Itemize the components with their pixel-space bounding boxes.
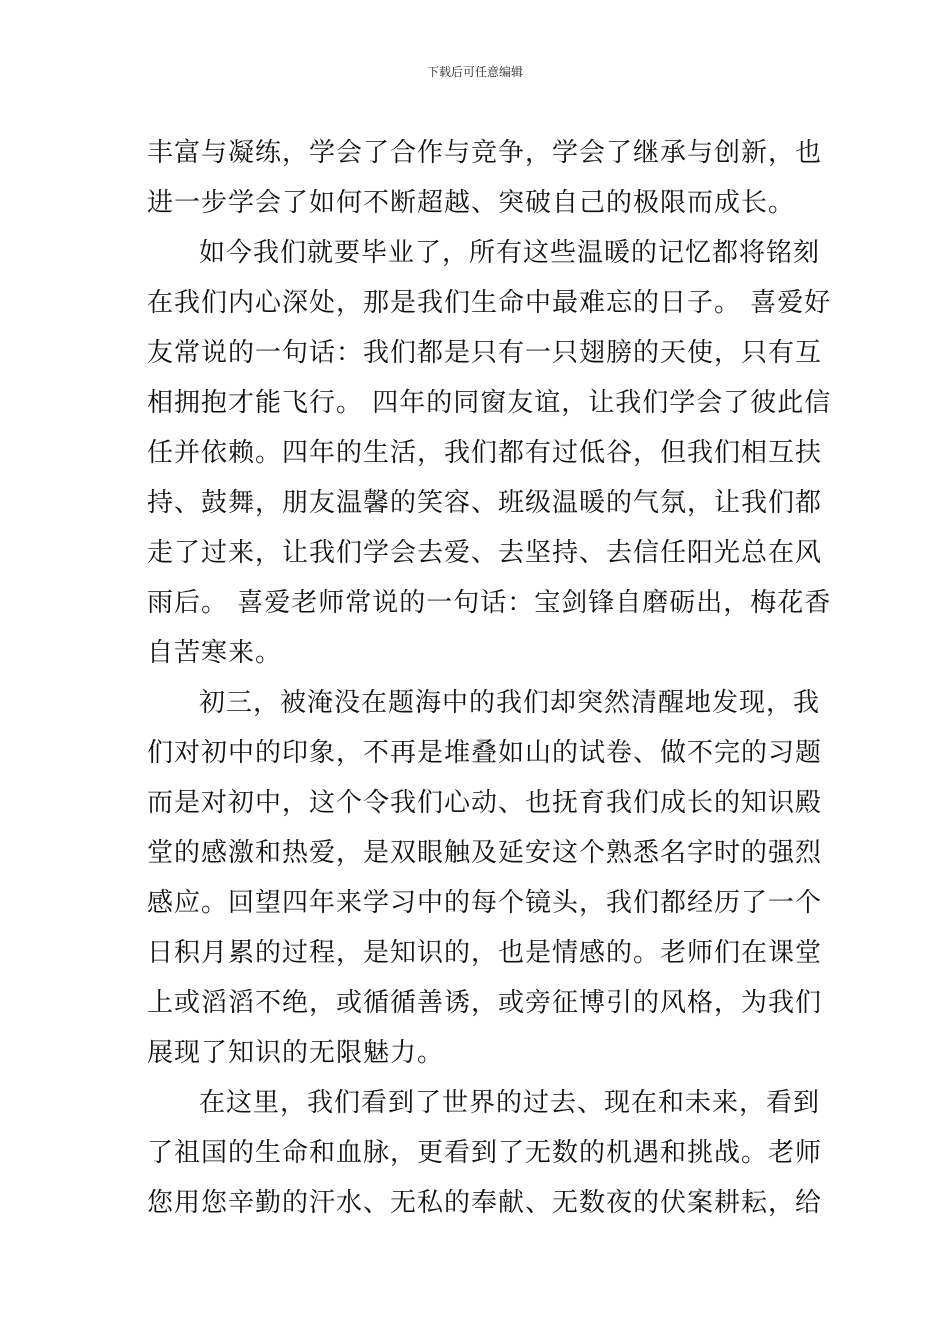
- body-text: [147, 128, 832, 1228]
- text-line: 丰富与凝练，学会了合作与竞争，学会了继承与创新，也: [147, 138, 823, 168]
- text-line: 堂的感激和热爱，是双眼触及延安这个熟悉名字时的强烈: [147, 838, 823, 868]
- text-line: 相拥抱才能飞行。 四年的同窗友谊，让我们学会了彼此信: [147, 388, 832, 418]
- text-line: 持、鼓舞，朋友温馨的笑容、班级温暖的气氛，让我们都: [147, 488, 823, 518]
- text-line: 走了过来，让我们学会去爱、去坚持、去信任阳光总在风: [147, 538, 823, 568]
- text-line: 了祖国的生命和血脉，更看到了无数的机遇和挑战。老师: [147, 1138, 823, 1168]
- page-header: 下载后可任意编辑: [426, 65, 523, 79]
- text-line: 在我们内心深处，那是我们生命中最难忘的日子。 喜爱好: [147, 288, 832, 318]
- text-line: 如今我们就要毕业了，所有这些温暖的记忆都将铭刻: [199, 238, 821, 268]
- text-line: 雨后。 喜爱老师常说的一句话：宝剑锋自磨砺出，梅花香: [147, 588, 832, 618]
- text-line: 自苦寒来。: [147, 638, 283, 668]
- text-line: 在这里，我们看到了世界的过去、现在和未来，看到: [199, 1088, 821, 1118]
- text-line: 友常说的一句话：我们都是只有一只翅膀的天使，只有互: [147, 338, 823, 368]
- text-line: 感应。回望四年来学习中的每个镜头，我们都经历了一个: [147, 888, 823, 918]
- text-line: 上或滔滔不绝，或循循善诱，或旁征博引的风格，为我们: [147, 988, 823, 1018]
- text-line: 任并依赖。四年的生活，我们都有过低谷，但我们相互扶: [147, 438, 823, 468]
- text-line: 展现了知识的无限魅力。: [147, 1038, 445, 1068]
- text-line: 您用您辛勤的汗水、无私的奉献、无数夜的伏案耕耘，给: [147, 1188, 823, 1218]
- text-line: 而是对初中，这个令我们心动、也抚育我们成长的知识殿: [147, 788, 823, 818]
- text-line: 们对初中的印象，不再是堆叠如山的试卷、做不完的习题: [147, 738, 823, 768]
- text-line: 初三，被淹没在题海中的我们却突然清醒地发现，我: [199, 688, 821, 718]
- text-line: 进一步学会了如何不断超越、突破自己的极限而成长。: [147, 188, 796, 218]
- text-line: 日积月累的过程，是知识的，也是情感的。老师们在课堂: [147, 938, 823, 968]
